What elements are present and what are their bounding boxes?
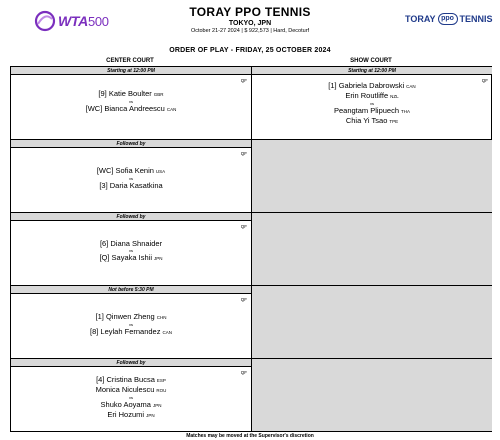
show-court-column — [252, 67, 493, 431]
player-name: Monica Niculescu — [95, 385, 155, 394]
time-band: Starting at 12:00 PM — [11, 67, 251, 75]
player-entry — [11, 375, 251, 385]
country-code: JPN — [146, 413, 155, 418]
player-name: [1] Gabriela Dabrowski — [328, 81, 405, 90]
time-band: Followed by — [11, 140, 251, 148]
wta-swirl-icon — [34, 10, 56, 32]
player-entry — [11, 385, 251, 395]
vs-label: vs — [129, 322, 133, 327]
vs-label: vs — [129, 248, 133, 253]
player-entry — [252, 91, 492, 101]
country-code: TPE — [389, 119, 399, 124]
country-code: USA — [155, 169, 166, 174]
center-court-heading: CENTER COURT — [106, 58, 154, 64]
player-name: [3] Daria Kasatkina — [99, 181, 163, 190]
round-label: QF — [240, 224, 247, 229]
match-block — [11, 67, 251, 140]
country-code: JPN — [152, 403, 162, 408]
country-code: CAN — [166, 107, 177, 112]
match — [11, 239, 251, 263]
player-entry — [11, 410, 251, 420]
time-band: Not before 5:30 PM — [11, 286, 251, 294]
wta-logo-word: WTA — [58, 13, 88, 29]
country-code: CHN — [156, 315, 167, 320]
player-name: [WC] Bianca Andreescu — [85, 104, 165, 113]
vs-label: vs — [129, 99, 133, 104]
match-block — [11, 213, 251, 286]
player-name: [4] Cristina Bucsa — [96, 375, 155, 384]
match — [11, 166, 251, 190]
tournament-city: TOKYO, JPN — [228, 20, 272, 27]
match — [11, 312, 251, 337]
player-name: [9] Katie Boulter — [98, 89, 152, 98]
player-entry — [11, 253, 251, 263]
show-court-heading: SHOW COURT — [350, 58, 392, 64]
match-block — [11, 286, 251, 359]
player-name: [1] Qinwen Zheng — [95, 312, 155, 321]
player-name: Chia Yi Tsao — [345, 116, 388, 125]
vs-label: vs — [370, 101, 374, 106]
player-entry — [11, 166, 251, 176]
empty-slot — [252, 213, 492, 286]
country-code: THA — [401, 109, 411, 114]
country-code: CAN — [162, 330, 172, 335]
player-entry — [11, 327, 251, 337]
toray-ppo-tennis-logo — [405, 13, 493, 25]
match-block — [11, 140, 251, 213]
match-block — [11, 359, 251, 431]
round-label: QF — [240, 370, 247, 375]
player-name: Eri Hozumi — [107, 410, 145, 419]
vs-label: vs — [129, 176, 133, 181]
country-code: CAN — [406, 84, 416, 89]
player-entry — [11, 312, 251, 322]
player-name: Shuko Aoyama — [100, 400, 151, 409]
tournament-meta: October 21-27 2024 | $ 922,573 | Hard, Decoturf — [190, 28, 310, 34]
player-entry — [11, 239, 251, 248]
tournament-title: TORAY PPO TENNIS — [189, 5, 311, 19]
player-entry — [11, 104, 251, 114]
toray-logo-left: TORAY — [405, 14, 436, 24]
empty-slot — [252, 359, 492, 431]
empty-slot — [252, 140, 492, 213]
country-code: ROU — [156, 388, 167, 393]
match — [252, 81, 492, 126]
wta-500-logo — [34, 10, 109, 32]
country-code: NZL — [390, 94, 399, 99]
player-entry — [11, 89, 251, 99]
player-entry — [11, 400, 251, 410]
toray-logo-ppo: ppo — [438, 13, 458, 25]
player-name: [WC] Sofia Kenin — [96, 166, 154, 175]
vs-label: vs — [129, 395, 133, 400]
footer-note: Matches may be moved at the Supervisor's discretion — [186, 433, 314, 439]
time-band: Starting at 12:00 PM — [252, 67, 492, 75]
round-label: QF — [240, 297, 247, 302]
time-band: Followed by — [11, 213, 251, 221]
round-label: QF — [240, 151, 247, 156]
country-code: JPN — [154, 256, 163, 261]
player-entry — [252, 116, 492, 126]
player-name: Erin Routliffe — [345, 91, 389, 100]
country-code: GBR — [153, 92, 164, 97]
round-label: QF — [240, 78, 247, 83]
order-of-play-title: ORDER OF PLAY - FRIDAY, 25 OCTOBER 2024 — [169, 47, 331, 54]
player-name: Peangtam Plipuech — [333, 106, 400, 115]
tournament-title-block — [150, 5, 350, 34]
time-band: Followed by — [11, 359, 251, 367]
player-name: [Q] Sayaka Ishii — [99, 253, 152, 262]
player-name: [6] Diana Shnaider — [99, 239, 163, 248]
player-name: [8] Leylah Fernandez — [90, 327, 161, 336]
page-header — [0, 0, 500, 42]
country-code: ESP — [156, 378, 166, 383]
center-court-column — [11, 67, 252, 431]
match — [11, 89, 251, 114]
player-entry — [11, 181, 251, 190]
empty-slot — [252, 286, 492, 359]
schedule-grid — [10, 66, 492, 432]
player-entry — [252, 106, 492, 116]
wta-logo-number: 500 — [87, 14, 109, 29]
match — [11, 375, 251, 420]
round-label: QF — [481, 78, 488, 83]
player-entry — [252, 81, 492, 91]
match-block — [252, 67, 492, 140]
toray-logo-right: TENNIS — [459, 14, 493, 24]
